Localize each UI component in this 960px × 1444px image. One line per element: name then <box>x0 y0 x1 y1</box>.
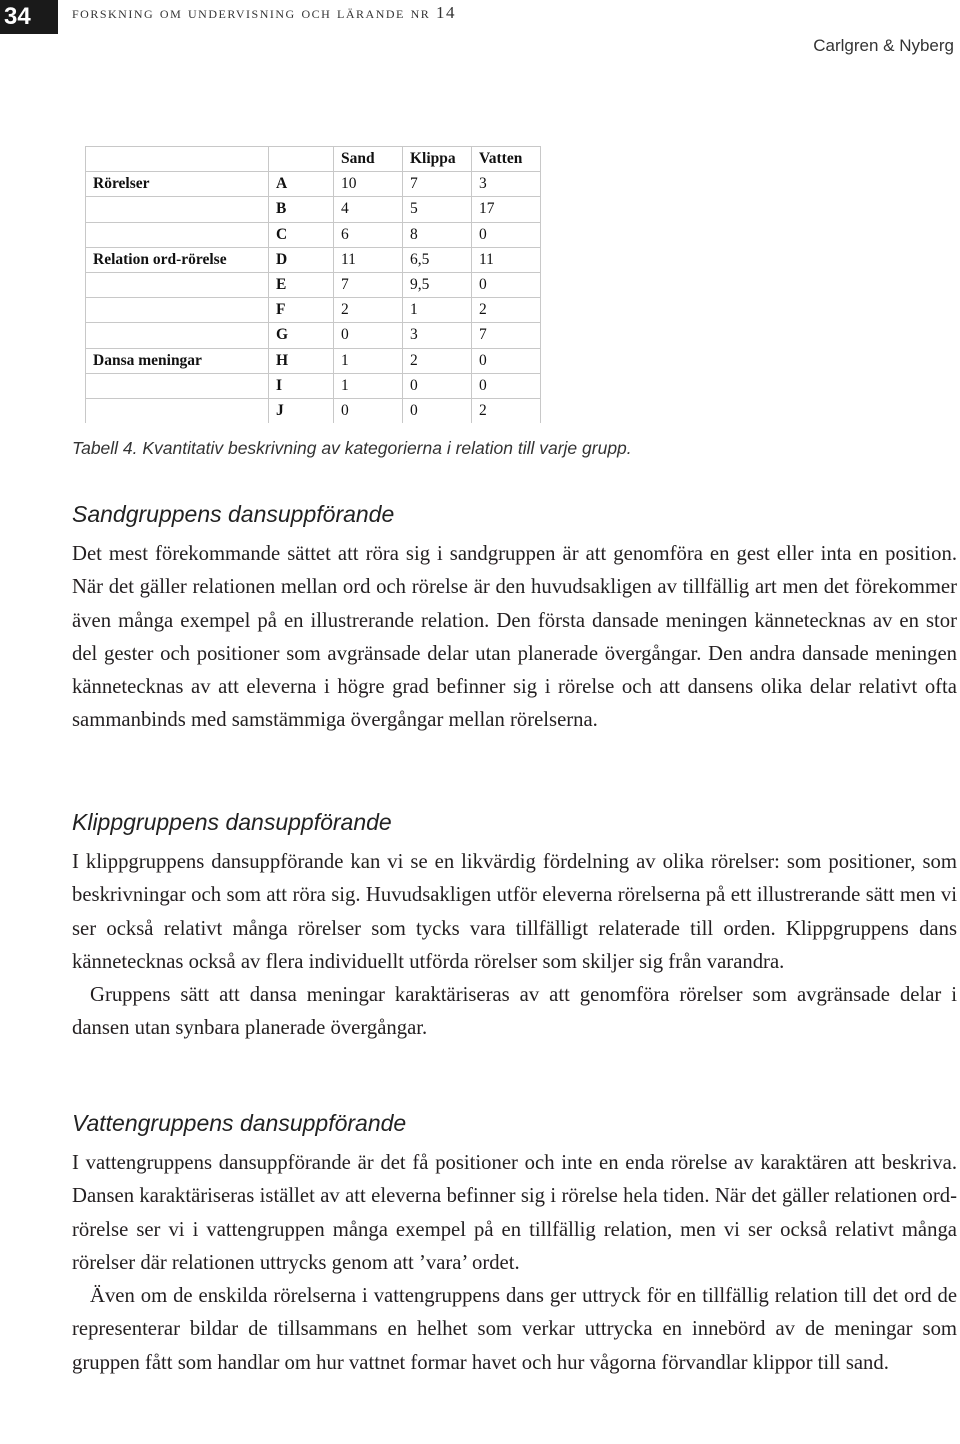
table-cell: 1 <box>334 373 403 398</box>
table-row <box>86 298 541 323</box>
section-vatten <box>72 1108 957 1380</box>
table-cell: B <box>269 197 334 222</box>
table-cell: 0 <box>403 373 472 398</box>
table-cell: 11 <box>472 247 541 272</box>
body-paragraph: Gruppens sätt att dansa meningar karaktäriseras av att genomföra rörelser som avgränsade delar i dansen utan synbara planerade övergångar. <box>72 984 957 1040</box>
body-paragraph: I klippgruppens dansuppförande kan vi se en likvärdig fördelning av olika rörelser: som positioner, som beskrivningar och som att röra sig. Huvudsakligen utför eleverna rörelserna på ett illustrerande sätt men vi ser också relativt många rörelser som tycks vara tillfälligt relaterade till orden. Klippgruppens dans kännetecknas också av flera individuellt utförda rörelser som skiljer sig från varandra. <box>72 851 957 973</box>
table-cell: 7 <box>403 172 472 197</box>
table-cell: 10 <box>334 172 403 197</box>
table-row <box>86 323 541 348</box>
table-cell: 17 <box>472 197 541 222</box>
table-cell <box>86 222 269 247</box>
section-heading: Sandgruppens dansuppförande <box>72 501 395 527</box>
data-table-container <box>85 146 541 423</box>
table-cell <box>86 298 269 323</box>
table-cell: 2 <box>472 298 541 323</box>
table-row <box>86 172 541 197</box>
table-caption: Tabell 4. Kvantitativ beskrivning av kategorierna i relation till varje grupp. <box>72 438 632 458</box>
table-cell: 5 <box>403 197 472 222</box>
table-header-cell: Sand <box>334 147 403 172</box>
table-header-cell: Vatten <box>472 147 541 172</box>
table-cell: 7 <box>334 272 403 297</box>
table-cell: 6,5 <box>403 247 472 272</box>
table-cell: A <box>269 172 334 197</box>
running-head-authors: Carlgren & Nyberg <box>813 36 954 55</box>
table-cell: 4 <box>334 197 403 222</box>
table-cell: 9,5 <box>403 272 472 297</box>
table-cell: C <box>269 222 334 247</box>
table-cell: 11 <box>334 247 403 272</box>
section-heading: Vattengruppens dansuppförande <box>72 1110 407 1136</box>
body-paragraph: Även om de enskilda rörelserna i vattengruppens dans ger uttryck för en tillfällig relation till det ord de representerar bildar de tillsammans en helhet som verkar uttrycka en innebörd av de meningar som gruppen fått som handlar om hur vattnet formar havet och hur vågorna förvandlar klippor till sand. <box>72 1285 957 1374</box>
table-cell: 3 <box>403 323 472 348</box>
table-cell: Rörelser <box>86 172 269 197</box>
table-cell: 2 <box>403 348 472 373</box>
table-cell <box>86 398 269 423</box>
body-paragraph: Det mest förekommande sättet att röra sig i sandgruppen är att genomföra en gest eller inta en position. När det gäller relationen mellan ord och rörelse är den huvudsakligen av tillfällig art men det förekommer även många exempel på en illustrerande relation. Den första dansade meningen kännetecknas av en stor del gester och positioner som avgränsade delar utan planerade övergångar. Den andra dansade meningen kännetecknas av att eleverna i högre grad befinner sig i rörelse och att dansens olika delar relativt ofta sammanbinds med samstämmiga övergångar mellan rörelserna. <box>72 543 957 732</box>
table-cell: F <box>269 298 334 323</box>
table-cell: 8 <box>403 222 472 247</box>
table-cell: 1 <box>334 348 403 373</box>
section-heading: Klippgruppens dansuppförande <box>72 809 392 835</box>
table-cell: J <box>269 398 334 423</box>
journal-title: forskning om undervisning och lärande nr 14 <box>72 3 457 22</box>
table-cell: 0 <box>472 348 541 373</box>
table-cell <box>86 373 269 398</box>
table-cell: H <box>269 348 334 373</box>
table-cell: 2 <box>472 398 541 423</box>
table-cell <box>86 272 269 297</box>
table-row <box>86 197 541 222</box>
table-cell: 0 <box>472 373 541 398</box>
section-sand <box>72 499 957 738</box>
table-header-cell: Klippa <box>403 147 472 172</box>
table-row <box>86 398 541 423</box>
table-cell: 0 <box>334 398 403 423</box>
page-number: 34 <box>0 0 58 34</box>
table-cell: 0 <box>403 398 472 423</box>
table-row <box>86 247 541 272</box>
table-row <box>86 222 541 247</box>
table-cell: Dansa meningar <box>86 348 269 373</box>
table-cell: D <box>269 247 334 272</box>
table-row <box>86 373 541 398</box>
table-header-row <box>86 147 541 172</box>
table-cell: G <box>269 323 334 348</box>
table-cell: 0 <box>334 323 403 348</box>
section-klipp <box>72 807 957 1046</box>
table-cell: 0 <box>472 272 541 297</box>
body-paragraph: I vattengruppens dansuppförande är det få positioner och inte en enda rörelse av karaktären att beskriva. Dansen karaktäriseras istället av att eleverna befinner sig i rörelse hela tiden. När det gäller relationen ord-rörelse ser vi i vattengruppen många exempel på en tillfällig relation, men vi ser också relativt många rörelser där relationen uttrycks genom att ’vara’ ordet. <box>72 1152 957 1274</box>
data-table <box>85 146 541 423</box>
table-cell: 3 <box>472 172 541 197</box>
table-cell: 7 <box>472 323 541 348</box>
table-cell: 1 <box>403 298 472 323</box>
table-cell: I <box>269 373 334 398</box>
table-row <box>86 348 541 373</box>
table-header-cell <box>269 147 334 172</box>
table-row <box>86 272 541 297</box>
table-cell <box>86 197 269 222</box>
table-cell: 2 <box>334 298 403 323</box>
table-cell <box>86 323 269 348</box>
table-cell: Relation ord-rörelse <box>86 247 269 272</box>
table-header-cell <box>86 147 269 172</box>
table-cell: 0 <box>472 222 541 247</box>
table-cell: 6 <box>334 222 403 247</box>
table-cell: E <box>269 272 334 297</box>
